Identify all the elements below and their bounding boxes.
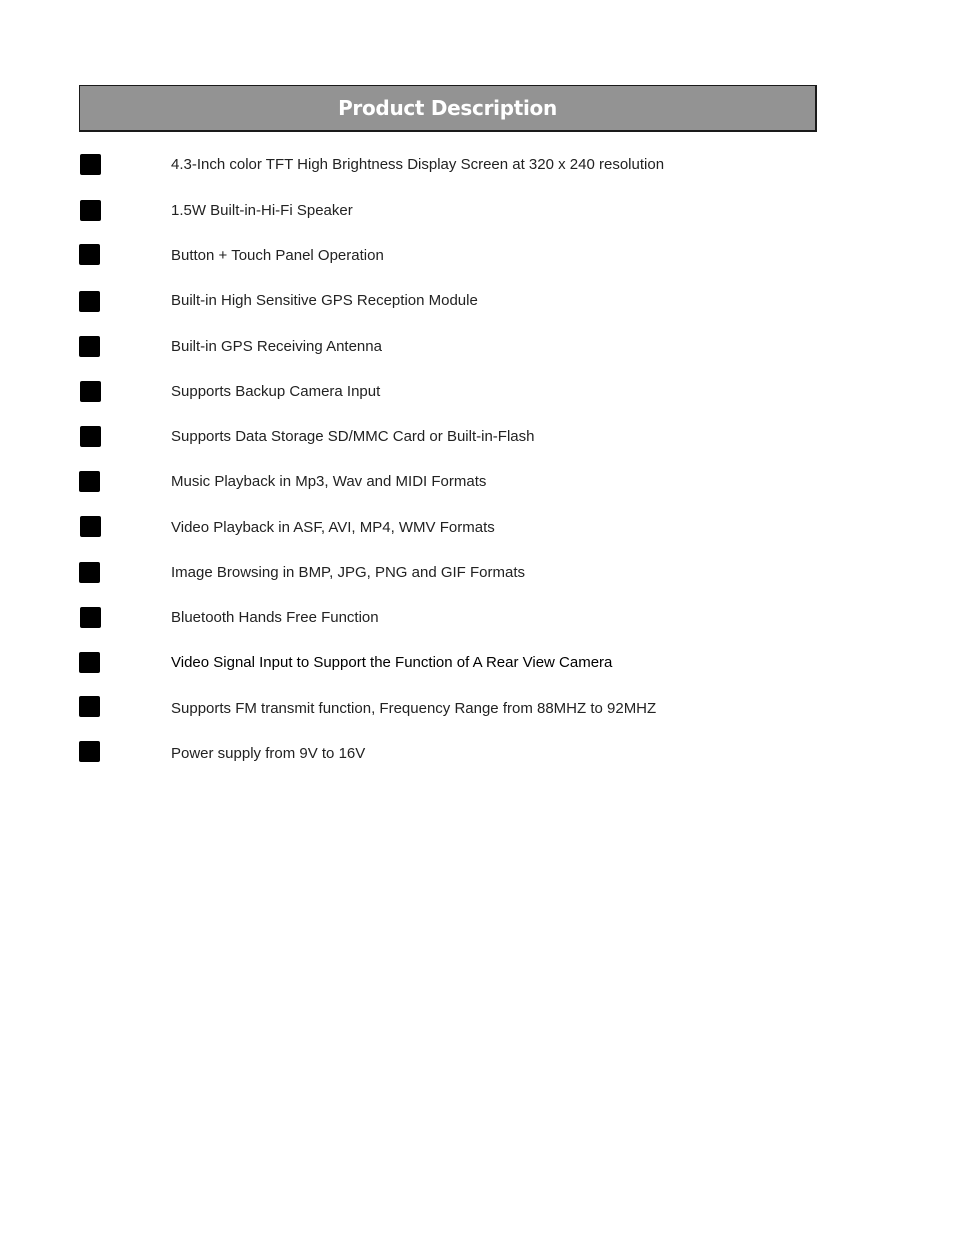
feature-text: Supports Data Storage SD/MMC Card or Built-in-Flash [171, 428, 535, 445]
square-bullet-icon [79, 562, 100, 583]
feature-text: Supports FM transmit function, Frequency Range from 88MHZ to 92MHZ [171, 700, 657, 717]
list-item [0, 200, 954, 230]
list-item [0, 517, 954, 547]
square-bullet-icon [80, 154, 101, 175]
feature-text: 4.3-Inch color TFT High Brightness Display Screen at 320 x 240 resolution [171, 156, 665, 173]
square-bullet-icon [79, 741, 100, 762]
feature-text: Video Playback in ASF, AVI, MP4, WMV Formats [171, 519, 495, 536]
square-bullet-icon [79, 696, 100, 717]
list-item [0, 381, 954, 411]
feature-text: Button + Touch Panel Operation [171, 247, 384, 264]
square-bullet-icon [80, 607, 101, 628]
square-bullet-icon [79, 244, 100, 265]
feature-text: Built-in GPS Receiving Antenna [171, 338, 382, 355]
list-item [0, 245, 954, 275]
list-item [0, 290, 954, 320]
feature-text: Bluetooth Hands Free Function [171, 609, 379, 626]
square-bullet-icon [79, 471, 100, 492]
feature-text: Built-in High Sensitive GPS Reception Module [171, 292, 478, 309]
list-item [0, 698, 954, 728]
feature-text: Power supply from 9V to 16V [171, 745, 366, 762]
square-bullet-icon [79, 291, 100, 312]
feature-text: Music Playback in Mp3, Wav and MIDI Formats [171, 473, 487, 490]
square-bullet-icon [80, 200, 101, 221]
list-item [0, 743, 954, 773]
square-bullet-icon [80, 426, 101, 447]
list-item [0, 426, 954, 456]
list-item [0, 607, 954, 637]
feature-text: 1.5W Built-in-Hi-Fi Speaker [171, 202, 353, 219]
list-item [0, 652, 954, 682]
feature-text: Supports Backup Camera Input [171, 383, 381, 400]
list-item [0, 336, 954, 366]
square-bullet-icon [80, 381, 101, 402]
square-bullet-icon [80, 516, 101, 537]
list-item [0, 562, 954, 592]
page-title: Product Description [338, 96, 557, 120]
feature-text: Video Signal Input to Support the Function of A Rear View Camera [171, 654, 613, 671]
list-item [0, 471, 954, 501]
square-bullet-icon [79, 652, 100, 673]
list-item [0, 154, 954, 184]
feature-text: Image Browsing in BMP, JPG, PNG and GIF Formats [171, 564, 526, 581]
square-bullet-icon [79, 336, 100, 357]
